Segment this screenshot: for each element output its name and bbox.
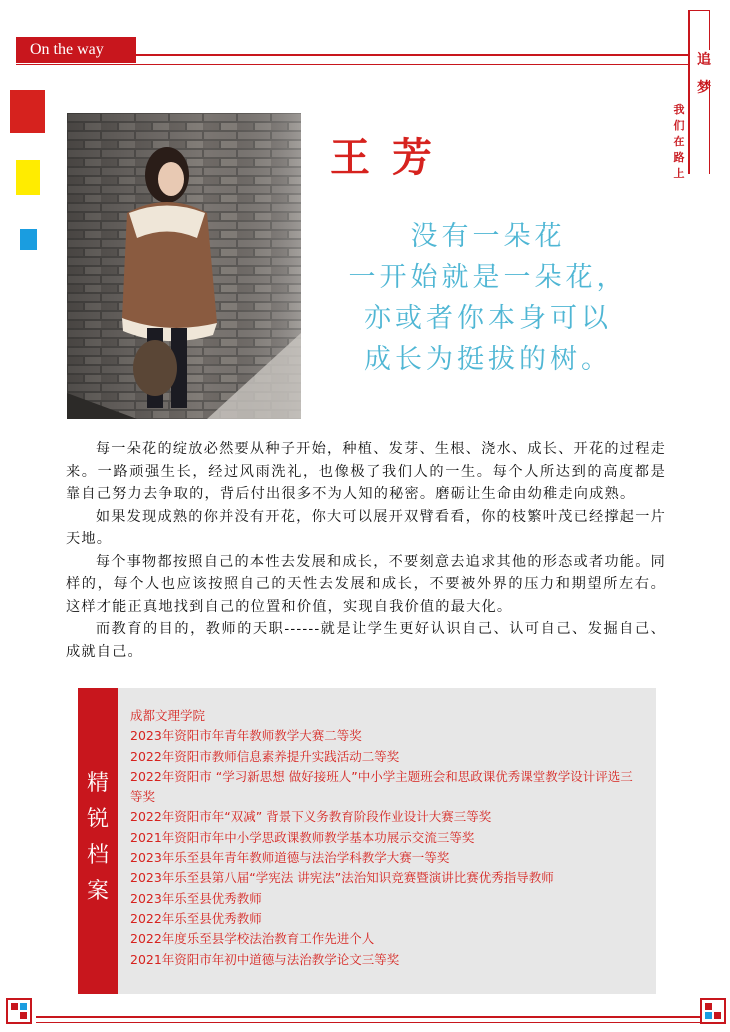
essay-paragraph-3: 每个事物都按照自己的本性去发展和成长，不要刻意去追求其他的形态或者功能。同样的，每个人也应该按照自己的天性去发展和成长，不要被外界的压力和期望所左右。这样才能正真地找到自己的位置和价值，实现自我价值的最大化。 (66, 553, 666, 615)
header-tag: On the way (16, 37, 136, 63)
honor-item: 2022年度乐至县学校法治教育工作先进个人 (130, 931, 375, 947)
side-subtitle-char-3: 在 (673, 135, 685, 148)
honors-label-char-1: 精 (86, 771, 109, 796)
honors-label-char-4: 案 (86, 879, 109, 904)
red-square (10, 90, 45, 133)
corner-ornament-right (700, 998, 726, 1024)
honor-item: 2023年乐至县第八届“学宪法 讲宪法”法治知识竞赛暨演讲比赛优秀指导教师 (130, 870, 554, 886)
poem-line-2: 一开始就是一朵花， (348, 262, 628, 293)
teacher-name: 王芳 (330, 134, 454, 181)
portrait-photo (67, 113, 301, 419)
header-line-top (136, 54, 688, 56)
essay-paragraph-2: 如果发现成熟的你并没有开花，你大可以展开双臂看看，你的枝繁叶茂已经撑起一片天地。 (66, 508, 666, 547)
honor-item: 成都文理学院 (130, 708, 206, 723)
header-line-right-thin (709, 10, 710, 50)
side-subtitle-char-2: 们 (673, 119, 685, 132)
side-title (692, 46, 716, 102)
honor-item: 2021年资阳市年初中道德与法治教学论文三等奖 (130, 951, 400, 967)
side-title-char-1: 追 (697, 52, 711, 68)
side-subtitle (672, 102, 686, 182)
essay-paragraph-1: 每一朵花的绽放必然要从种子开始，种植、发芽、生根、浇水、成长、开花的过程走来。一路顽强生长，经过风雨洗礼，也像极了我们人的一生。每个人所达到的高度都是靠自己努力去争取的，背后付出很多不为人知的秘密。磨砺让生命由幼稚走向成熟。 (66, 441, 666, 502)
essay-paragraph-4: 而教育的目的，教师的天职------就是让学生更好认识自己、认可自己、发掘自己、成就自己。 (66, 621, 666, 660)
honor-item: 2022年资阳市年“双减” 背景下义务教育阶段作业设计大赛三等奖 (130, 809, 492, 825)
header-line-bottom (16, 64, 688, 65)
poem (318, 216, 658, 380)
honor-item: 2023年资阳市年青年教师教学大赛二等奖 (130, 728, 362, 744)
side-subtitle-char-5: 上 (673, 167, 685, 180)
side-title-char-2: 梦 (697, 80, 711, 96)
portrait-illustration (67, 113, 301, 419)
honor-item: 2022年乐至县优秀教师 (130, 910, 262, 926)
yellow-square (16, 160, 40, 195)
poem-line-3: 亦或者你本身可以 (364, 303, 612, 334)
honors-label-char-3: 档 (86, 843, 109, 868)
honors-label-char-2: 锐 (86, 807, 109, 832)
honor-item: 2023年乐至县年青年教师道德与法治学科教学大赛一等奖 (130, 850, 450, 866)
poem-line-4: 成长为挺拔的树。 (364, 344, 612, 375)
header-line-right (688, 10, 690, 174)
header-line-hook (688, 10, 710, 11)
honor-item: 2022年资阳市教师信息素养提升实践活动二等奖 (130, 748, 400, 764)
blue-square (20, 229, 37, 250)
corner-ornament-left (6, 998, 32, 1024)
honors-label (78, 766, 118, 910)
essay-text (66, 438, 666, 663)
honor-item: 2021年资阳市年中小学思政课教师教学基本功展示交流三等奖 (130, 829, 475, 845)
honors-list (130, 706, 642, 970)
honor-item: 2023年乐至县优秀教师 (130, 890, 262, 906)
side-subtitle-char-4: 路 (673, 151, 685, 164)
honor-item: 2022年资阳市 “学习新思想 做好接班人”中小学主题班会和思政课优秀课堂教学设计评选三等奖 (130, 768, 633, 805)
poem-line-1: 没有一朵花 (410, 221, 566, 252)
footer-line-thin (36, 1022, 700, 1023)
side-subtitle-char-1: 我 (673, 103, 685, 116)
footer-line (36, 1016, 700, 1018)
